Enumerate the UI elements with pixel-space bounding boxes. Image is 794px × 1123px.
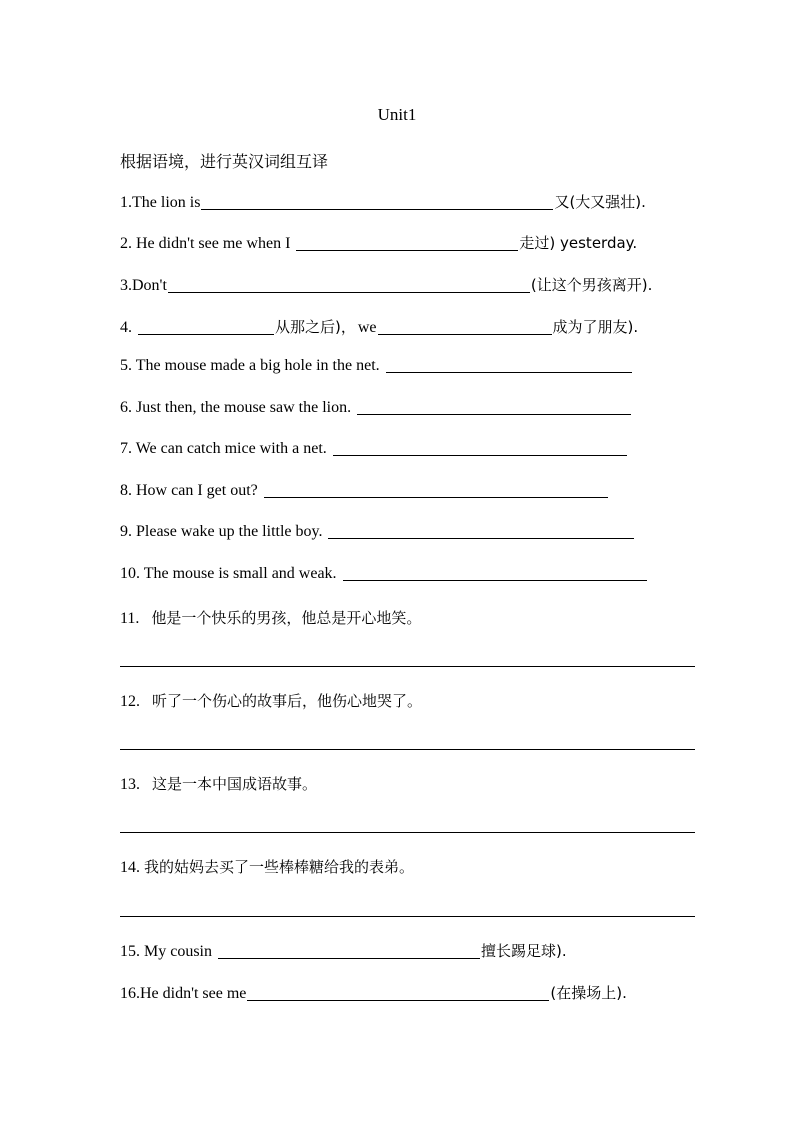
- question-3-text: 3.Don't: [120, 277, 167, 294]
- answer-blank-8[interactable]: [264, 496, 608, 498]
- question-14: [120, 856, 414, 877]
- question-15-hint: 擅长踢足球).: [481, 942, 567, 960]
- question-11: [120, 607, 421, 628]
- question-14-text: 我的姑妈去买了一些棒棒糖给我的表弟。: [144, 858, 415, 876]
- question-15-text: 15. My cousin: [120, 943, 212, 960]
- question-1: [120, 191, 646, 212]
- answer-blank-16[interactable]: [247, 999, 549, 1001]
- question-12-text: 听了一个伤心的故事后，他伤心地哭了。: [152, 692, 423, 710]
- answer-blank-5[interactable]: [386, 371, 632, 373]
- question-5: [120, 357, 633, 375]
- question-14-number: 14.: [120, 859, 140, 876]
- question-4-hint-1: 从那之后)，: [275, 318, 356, 336]
- question-4-number: 4.: [120, 319, 132, 336]
- question-4-hint-2: 成为了朋友).: [552, 318, 639, 336]
- question-3: [120, 274, 652, 295]
- question-13-number: 13.: [120, 776, 140, 793]
- question-16-text: 16.He didn't see me: [120, 985, 247, 1002]
- answer-line-12[interactable]: [120, 749, 695, 750]
- question-16: [120, 982, 627, 1003]
- question-7-text: 7. We can catch mice with a net.: [120, 440, 327, 457]
- question-2-hint: 走过) yesterday.: [519, 234, 638, 252]
- question-4-mid: we: [357, 319, 377, 336]
- answer-blank-15[interactable]: [218, 957, 480, 959]
- answer-line-11[interactable]: [120, 666, 695, 667]
- question-8-text: 8. How can I get out?: [120, 482, 258, 499]
- question-16-hint: (在操场上).: [550, 984, 627, 1002]
- question-13-text: 这是一本中国成语故事。: [152, 775, 318, 793]
- answer-line-13[interactable]: [120, 832, 695, 833]
- question-1-text: 1.The lion is: [120, 194, 201, 211]
- question-9-text: 9. Please wake up the little boy.: [120, 523, 323, 540]
- question-8: [120, 482, 609, 500]
- question-2: [120, 232, 637, 253]
- question-9: [120, 523, 635, 541]
- question-15: [120, 940, 567, 961]
- question-11-number: 11.: [120, 610, 140, 627]
- answer-blank-3[interactable]: [168, 291, 530, 293]
- answer-blank-2[interactable]: [296, 249, 518, 251]
- answer-blank-9[interactable]: [328, 537, 634, 539]
- question-4: [120, 316, 638, 337]
- answer-line-14[interactable]: [120, 916, 695, 917]
- question-6-text: 6. Just then, the mouse saw the lion.: [120, 399, 352, 416]
- answer-blank-1[interactable]: [201, 208, 553, 210]
- question-6: [120, 399, 632, 417]
- answer-blank-10[interactable]: [343, 579, 647, 581]
- question-2-text: 2. He didn't see me when I: [120, 235, 291, 252]
- answer-blank-6[interactable]: [357, 413, 631, 415]
- question-1-hint: 又(大又强壮).: [554, 193, 646, 211]
- question-3-hint: (让这个男孩离开).: [530, 276, 653, 294]
- page-title: Unit1: [377, 105, 417, 124]
- answer-blank-7[interactable]: [333, 454, 627, 456]
- question-10-text: 10. The mouse is small and weak.: [120, 565, 337, 582]
- question-11-text: 他是一个快乐的男孩，他总是开心地笑。: [151, 609, 422, 627]
- question-13: [120, 773, 317, 794]
- question-12: [120, 690, 422, 711]
- question-12-number: 12.: [120, 693, 140, 710]
- question-7: [120, 440, 628, 458]
- answer-blank-4a[interactable]: [138, 333, 274, 335]
- question-10: [120, 565, 648, 583]
- answer-blank-4b[interactable]: [378, 333, 552, 335]
- question-5-text: 5. The mouse made a big hole in the net.: [120, 357, 380, 374]
- instruction: 根据语境，进行英汉词组互译: [120, 152, 329, 171]
